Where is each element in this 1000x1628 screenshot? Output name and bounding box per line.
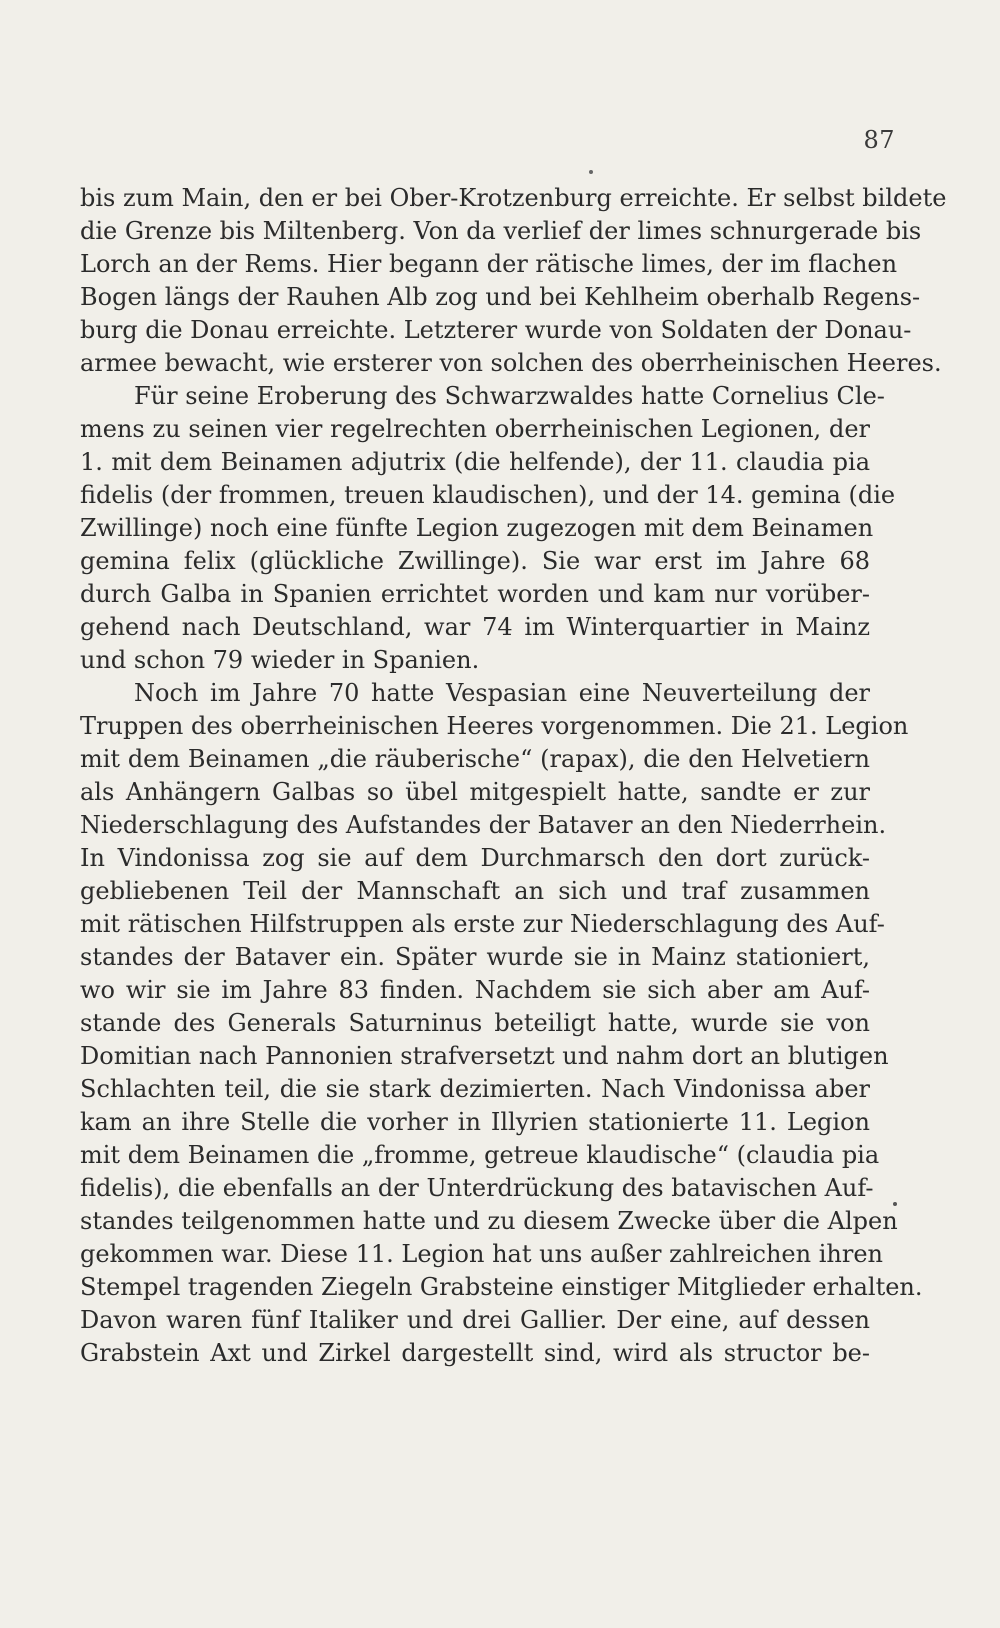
text-line: mens zu seinen vier regelrechten oberrheinischen Legionen, der bbox=[80, 415, 870, 443]
text-line: Zwillinge) noch eine fünfte Legion zugezogen mit dem Beinamen bbox=[80, 514, 874, 542]
text-line: als Anhängern Galbas so übel mitgespielt hatte, sandte er zur bbox=[80, 778, 870, 806]
text-line: Grabstein Axt und Zirkel dargestellt sind, wird als structor be- bbox=[80, 1339, 870, 1367]
text-line: In Vindonissa zog sie auf dem Durchmarsch den dort zurück- bbox=[80, 844, 870, 872]
text-line: gebliebenen Teil der Mannschaft an sich und traf zusammen bbox=[80, 877, 870, 905]
text-line: Stempel tragenden Ziegeln Grabsteine einstiger Mitglieder erhalten. bbox=[80, 1273, 923, 1301]
body-text bbox=[80, 182, 947, 1370]
text-line: mit dem Beinamen die „fromme, getreue klaudische“ (claudia pia bbox=[80, 1141, 880, 1169]
text-line: gehend nach Deutschland, war 74 im Winterquartier in Mainz bbox=[80, 613, 870, 641]
text-line: stande des Generals Saturninus beteiligt hatte, wurde sie von bbox=[80, 1009, 870, 1037]
text-line: Truppen des oberrheinischen Heeres vorgenommen. Die 21. Legion bbox=[80, 712, 909, 740]
text-line: mit rätischen Hilfstruppen als erste zur Niederschlagung des Auf- bbox=[80, 910, 885, 938]
text-line: bis zum Main, den er bei Ober-Krotzenburg erreichte. Er selbst bildete bbox=[80, 184, 947, 212]
text-line: Noch im Jahre 70 hatte Vespasian eine Neuverteilung der bbox=[134, 679, 870, 707]
text-line: armee bewacht, wie ersterer von solchen des oberrheinischen Heeres. bbox=[80, 349, 942, 377]
text-line: Schlachten teil, die sie stark dezimierten. Nach Vindonissa aber bbox=[80, 1075, 870, 1103]
text-line: fidelis (der frommen, treuen klaudischen), und der 14. gemina (die bbox=[80, 481, 896, 509]
text-line: Niederschlagung des Aufstandes der Bataver an den Niederrhein. bbox=[80, 811, 887, 839]
text-line: standes teilgenommen hatte und zu diesem Zwecke über die Alpen bbox=[80, 1207, 898, 1235]
text-line: gekommen war. Diese 11. Legion hat uns außer zahlreichen ihren bbox=[80, 1240, 883, 1268]
text-line: mit dem Beinamen „die räuberische“ (rapax), die den Helvetiern bbox=[80, 745, 870, 773]
page-number: 87 bbox=[863, 126, 895, 154]
text-line: fidelis), die ebenfalls an der Unterdrückung des batavischen Auf- bbox=[80, 1174, 874, 1202]
text-line: gemina felix (glückliche Zwillinge). Sie war erst im Jahre 68 bbox=[80, 547, 870, 575]
margin-speck bbox=[893, 1202, 897, 1206]
text-line: die Grenze bis Miltenberg. Von da verlief der limes schnurgerade bis bbox=[80, 217, 922, 245]
text-line: wo wir sie im Jahre 83 finden. Nachdem sie sich aber am Auf- bbox=[80, 976, 870, 1004]
text-line: durch Galba in Spanien errichtet worden und kam nur vorüber- bbox=[80, 580, 870, 608]
text-line: kam an ihre Stelle die vorher in Illyrien stationierte 11. Legion bbox=[80, 1108, 870, 1136]
text-line: Bogen längs der Rauhen Alb zog und bei Kehlheim oberhalb Regens- bbox=[80, 283, 921, 311]
text-line: burg die Donau erreichte. Letzterer wurde von Soldaten der Donau- bbox=[80, 316, 912, 344]
text-line: und schon 79 wieder in Spanien. bbox=[80, 646, 480, 674]
text-line: Für seine Eroberung des Schwarzwaldes hatte Cornelius Cle- bbox=[134, 382, 885, 410]
text-line: Domitian nach Pannonien strafversetzt und nahm dort an blutigen bbox=[80, 1042, 889, 1070]
print-speck bbox=[589, 170, 593, 174]
text-line: Davon waren fünf Italiker und drei Gallier. Der eine, auf dessen bbox=[80, 1306, 870, 1334]
text-line: 1. mit dem Beinamen adjutrix (die helfende), der 11. claudia pia bbox=[80, 448, 870, 476]
text-line: standes der Bataver ein. Später wurde sie in Mainz stationiert, bbox=[80, 943, 870, 971]
text-line: Lorch an der Rems. Hier begann der rätische limes, der im flachen bbox=[80, 250, 898, 278]
